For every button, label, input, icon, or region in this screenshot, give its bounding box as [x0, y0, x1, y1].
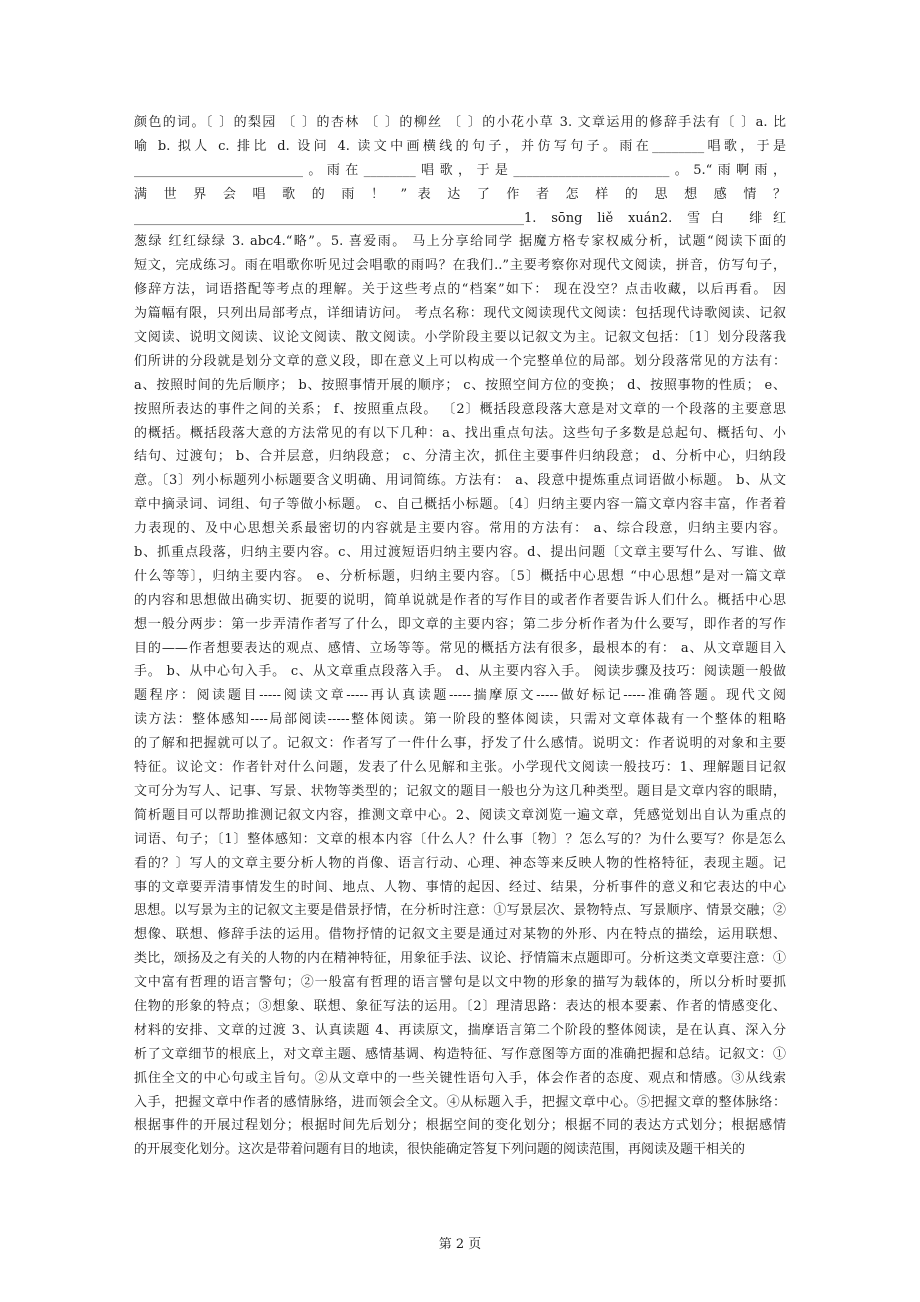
text-line: 按照所表达的事件之间的关系； f、按照重点段。 〔2〕概括段意段落大意是对文章的一个段落的主要意思: [134, 401, 786, 417]
text-line: 颜色的词。〔 〕的梨园 〔 〕的杏林 〔 〕的柳丝 〔 〕的小花小草 3. 文章运用的修辞手法有〔 〕a. 比: [134, 115, 786, 130]
text-line: 住物的形象的特点；③想象、联想、象征写法的运用。〔2〕理清思路：表达的根本要素、作者的情感变化、: [134, 998, 786, 1014]
text-line: 词语、句子；〔1〕整体感知：文章的根本内容〔什么人？什么事〔物〕？怎么写的？为什么要写？你是怎么: [134, 831, 786, 847]
text-line: 喻 b. 拟人 c. 排比 d. 设问 4. 读文中画横线的句子，并仿写句子。雨在________唱歌，于是: [134, 138, 786, 154]
text-line: 什么等等〕，归纳主要内容。 e、分析标题，归纳主要内容。〔5〕概括中心思想 “中心思想”是对一篇文章: [134, 568, 786, 584]
text-line: 文阅读、说明文阅读、议论文阅读、散文阅读。小学阶段主要以记叙文为主。记叙文包括：〔1〕划分段落我: [134, 330, 786, 346]
text-line: 的了解和把握就可以了。记叙文：作者写了一件什么事，抒发了什么感情。说明文：作者说明的对象和主要: [134, 736, 786, 752]
text-line: 读方法：整体感知----局部阅读-----整体阅读。第一阶段的整体阅读，只需对文章体裁有一个整体的粗略: [134, 712, 786, 728]
text-line: 手。 b、从中心句入手。 c、从文章重点段落入手。 d、从主要内容入手。 阅读步骤及技巧：阅读题一般做: [134, 664, 786, 680]
text-line: 题程序：阅读题目-----阅读文章-----再认真读题-----揣摩原文-----做好标记-----准确答题。现代文阅: [134, 688, 786, 704]
text-line: 力表现的、及中心思想关系最密切的内容就是主要内容。常用的方法有： a、综合段意，归纳主要内容。: [134, 521, 786, 537]
text-line: 抓住全文的中心句或主旨句。②从文章中的一些关键性语句入手，体会作者的态度、观点和情感。③从线索: [134, 1070, 786, 1086]
text-line: __________________________。雨在________唱歌，于是________________________。5.“雨啊雨，: [134, 162, 786, 178]
text-line: 想像、联想、修辞手法的运用。借物抒情的记叙文主要是通过对某物的外形、内在特点的描绘，运用联想、: [134, 927, 786, 943]
text-line: 类比，颂扬及之有关的人物的内在精神特征，用象征手法、议论、抒情篇末点题即可。分析这类文章要注意：①: [134, 951, 786, 967]
text-line: 结句、过渡句； b、合并层意，归纳段意； c、分清主次，抓住主要事件归纳段意； d、分析中心，归纳段: [134, 449, 786, 465]
text-line: 们所讲的分段就是划分文章的意义段，即在意义上可以构成一个完整单位的局部。划分段落常见的方法有：: [134, 353, 786, 369]
text-line: 文中富有哲理的语言警句；②一般富有哲理的语言譬句是以文中物的形象的描写为载体的，所以分析时要抓: [134, 975, 786, 991]
text-line: 为篇幅有限，只列出局部考点，详细请访问。 考点名称：现代文阅读现代文阅读：包括现代诗歌阅读、记叙: [134, 306, 786, 322]
text-line: 想一般分两步：第一步弄清作者写了什么，即文章的主要内容；第二步分析作者为什么要写，即作者的写作: [134, 616, 786, 632]
text-line: a、按照时间的先后顺序； b、按照事情开展的顺序； c、按照空间方位的变换； d、按照事物的性质； e、: [134, 377, 786, 393]
text-line: 意。〔3〕列小标题列小标题要含义明确、用词简练。方法有： a、段意中提炼重点词语做小标题。 b、从文: [134, 473, 786, 489]
text-line: 的概括。概括段落大意的方法常见的有以下几种：a、找出重点句法。这些句子多数是总起句、概括句、小: [134, 425, 786, 441]
text-line: 简析题目可以帮助推测记叙文内容，推测文章中心。2、阅读文章浏览一遍文章，凭感觉划出自认为重点的: [134, 807, 786, 823]
text-line: 的开展变化划分。这次是带着问题有目的地读，很快能确定答复下列问题的阅读范围，再阅读及题干相关的: [134, 1142, 746, 1158]
text-line: 事的文章要弄清事情发生的时间、地点、人物、事情的起因、经过、结果，分析事件的意义和它表达的中心: [134, 879, 786, 895]
text-line: 短文，完成练习。雨在唱歌你听见过会唱歌的雨吗？在我们..”主要考察你对现代文阅读，拼音，仿写句子，: [134, 258, 786, 274]
text-line: ____________________________________________________________1. sōng liě xuán2. 雪白 绯红: [134, 210, 786, 226]
text-line: 析了文章细节的根底上，对文章主题、感情基调、构造特征、写作意图等方面的准确把握和总结。记叙文：①: [134, 1046, 786, 1062]
text-line: b、抓重点段落，归纳主要内容。c、用过渡短语归纳主要内容。d、提出问题〔文章主要写什么、写谁、做: [134, 545, 786, 561]
text-line: 目的——作者想要表达的观点、感情、立场等等。常见的概括方法有很多，最根本的有： a、从文章题目入: [134, 640, 786, 656]
text-line: 思想。以写景为主的记叙文主要是借景抒情，在分析时注意：①写景层次、景物特点、写景顺序、情景交融；②: [134, 903, 786, 919]
text-line: 的内容和思想做出确实切、扼要的说明，简单说就是作者的写作目的或者作者要告诉人们什么。概括中心思: [134, 592, 786, 608]
text-line: 看的？〕写人的文章主要分析人物的肖像、语言行动、心理、神态等来反映人物的性格特征，表现主题。记: [134, 855, 786, 871]
page-number: 第 2 页: [438, 1237, 482, 1252]
text-line: 修辞方法，词语搭配等考点的理解。关于这些考点的“档案”如下： 现在没空？点击收藏，以后再看。 因: [134, 282, 786, 298]
text-line: 满 世 界 会 唱 歌 的 雨 ！ ” 表 达 了 作 者 怎 样 的 思 想 感 情 ？: [134, 186, 786, 202]
text-line: 根据事件的开展过程划分；根据时间先后划分；根据空间的变化划分；根据不同的表达方式划分；根据感情: [134, 1118, 786, 1134]
text-line: 葱绿 红红绿绿 3. abc4.“略”。5. 喜爱雨。 马上分享给同学 据魔方格专家权威分析，试题“阅读下面的: [134, 234, 786, 250]
document-body: [134, 111, 786, 1162]
text-line: 入手，把握文章中作者的感情脉络，进而领会全文。④从标题入手，把握文章中心。⑤把握文章的整体脉络：: [134, 1094, 786, 1110]
text-line: 文可分为写人、记事、写景、状物等类型的；记叙文的题目一般也分为这几种类型。题目是文章内容的眼睛，: [134, 783, 786, 799]
text-line: 章中摘录词、词组、句子等做小标题。 c、自己概括小标题。〔4〕归纳主要内容一篇文章内容丰富，作者着: [134, 497, 786, 513]
text-line: 特征。议论文：作者针对什么问题，发表了什么见解和主张。小学现代文阅读一般技巧：1、理解题目记叙: [134, 760, 786, 776]
text-line: 材料的安排、文章的过渡 3、认真读题 4、再读原文，揣摩语言第二个阶段的整体阅读，是在认真、深入分: [134, 1022, 786, 1038]
